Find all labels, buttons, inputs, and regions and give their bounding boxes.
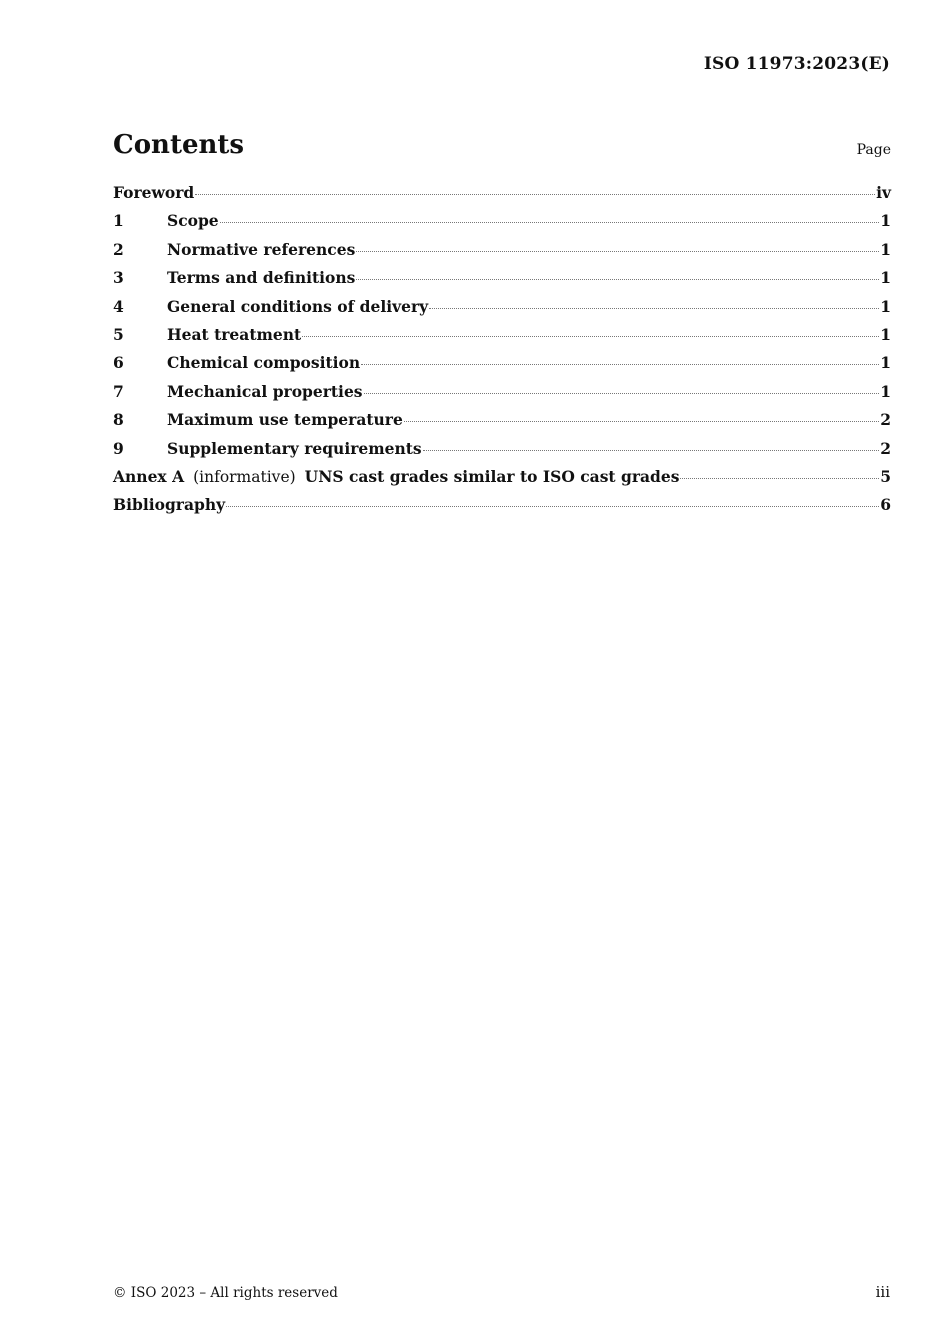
toc-entry-number: 4: [113, 296, 124, 316]
toc-entry-page: 6: [880, 495, 891, 515]
toc-entry-title: Scope: [167, 211, 219, 231]
toc-entry-chemical-composition[interactable]: [113, 353, 891, 381]
toc-entry-page: 1: [880, 353, 891, 373]
toc-entry-page: 1: [880, 324, 891, 344]
toc-entry-number: 8: [113, 410, 124, 430]
toc-entry-title: Heat treatment: [167, 324, 302, 344]
toc-entry-title: Mechanical properties: [167, 381, 363, 401]
toc-entry-maximum-use-temperature[interactable]: [113, 410, 891, 438]
dot-leader: [356, 279, 879, 280]
toc-entry-page: 1: [880, 268, 891, 288]
toc-entry-title: Normative references: [167, 239, 356, 259]
annex-qualifier: (informative): [193, 467, 296, 486]
dot-leader: [404, 421, 879, 422]
dot-leader: [423, 450, 880, 451]
dot-leader: [364, 393, 880, 394]
toc-entry-number: 2: [113, 239, 124, 259]
toc-entry-title: General conditions of delivery: [167, 296, 429, 316]
toc-entry-general-conditions[interactable]: [113, 297, 891, 325]
toc-entry-mechanical-properties[interactable]: [113, 382, 891, 410]
toc-entry-title: Chemical composition: [167, 353, 361, 373]
dot-leader: [680, 478, 879, 479]
toc-entry-title: Supplementary requirements: [167, 438, 422, 458]
toc-entry-page: 1: [880, 296, 891, 316]
toc-entry-title: Bibliography: [113, 495, 226, 515]
toc-entry-page: 5: [880, 466, 891, 486]
dot-leader: [361, 364, 879, 365]
toc-entry-heat-treatment[interactable]: [113, 325, 891, 353]
toc-entry-page: 1: [880, 211, 891, 231]
toc-entry-bibliography[interactable]: [113, 495, 891, 523]
document-identifier: ISO 11973:2023(E): [703, 54, 890, 74]
annex-label: Annex A: [113, 466, 185, 486]
toc-entry-title: Maximum use temperature: [167, 410, 403, 430]
toc-entry-number: 7: [113, 381, 124, 401]
toc-entry-scope[interactable]: [113, 211, 891, 239]
dot-leader: [302, 336, 879, 337]
dot-leader: [429, 308, 879, 309]
toc-entry-page: iv: [876, 183, 891, 202]
page-number: iii: [875, 1283, 890, 1301]
page-column-label: Page: [856, 142, 891, 158]
dot-leader: [195, 194, 875, 195]
toc-entry-number: 6: [113, 353, 124, 373]
contents-header: [113, 130, 891, 166]
toc-entry-number: 9: [113, 438, 124, 458]
toc-entry-page: 2: [880, 410, 891, 430]
toc-entry-title: Terms and definitions: [167, 268, 356, 288]
toc-entry-normative-references[interactable]: [113, 240, 891, 268]
copyright-notice: © ISO 2023 – All rights reserved: [113, 1285, 338, 1301]
toc-entry-terms-and-definitions[interactable]: [113, 268, 891, 296]
dot-leader: [226, 506, 879, 507]
contents-title: Contents: [113, 130, 245, 160]
annex-title: UNS cast grades similar to ISO cast grades: [304, 466, 680, 486]
dot-leader: [220, 222, 880, 223]
table-of-contents: [113, 183, 891, 524]
toc-entry-annex-a[interactable]: [113, 467, 891, 495]
toc-entry-title: Foreword: [113, 183, 195, 202]
toc-entry-supplementary-requirements[interactable]: [113, 439, 891, 467]
toc-entry-page: 1: [880, 381, 891, 401]
dot-leader: [356, 251, 879, 252]
toc-entry-page: 2: [880, 438, 891, 458]
toc-entry-number: 5: [113, 324, 124, 344]
toc-entry-number: 1: [113, 211, 124, 231]
toc-entry-page: 1: [880, 239, 891, 259]
toc-entry-foreword[interactable]: [113, 183, 891, 211]
toc-entry-number: 3: [113, 268, 124, 288]
